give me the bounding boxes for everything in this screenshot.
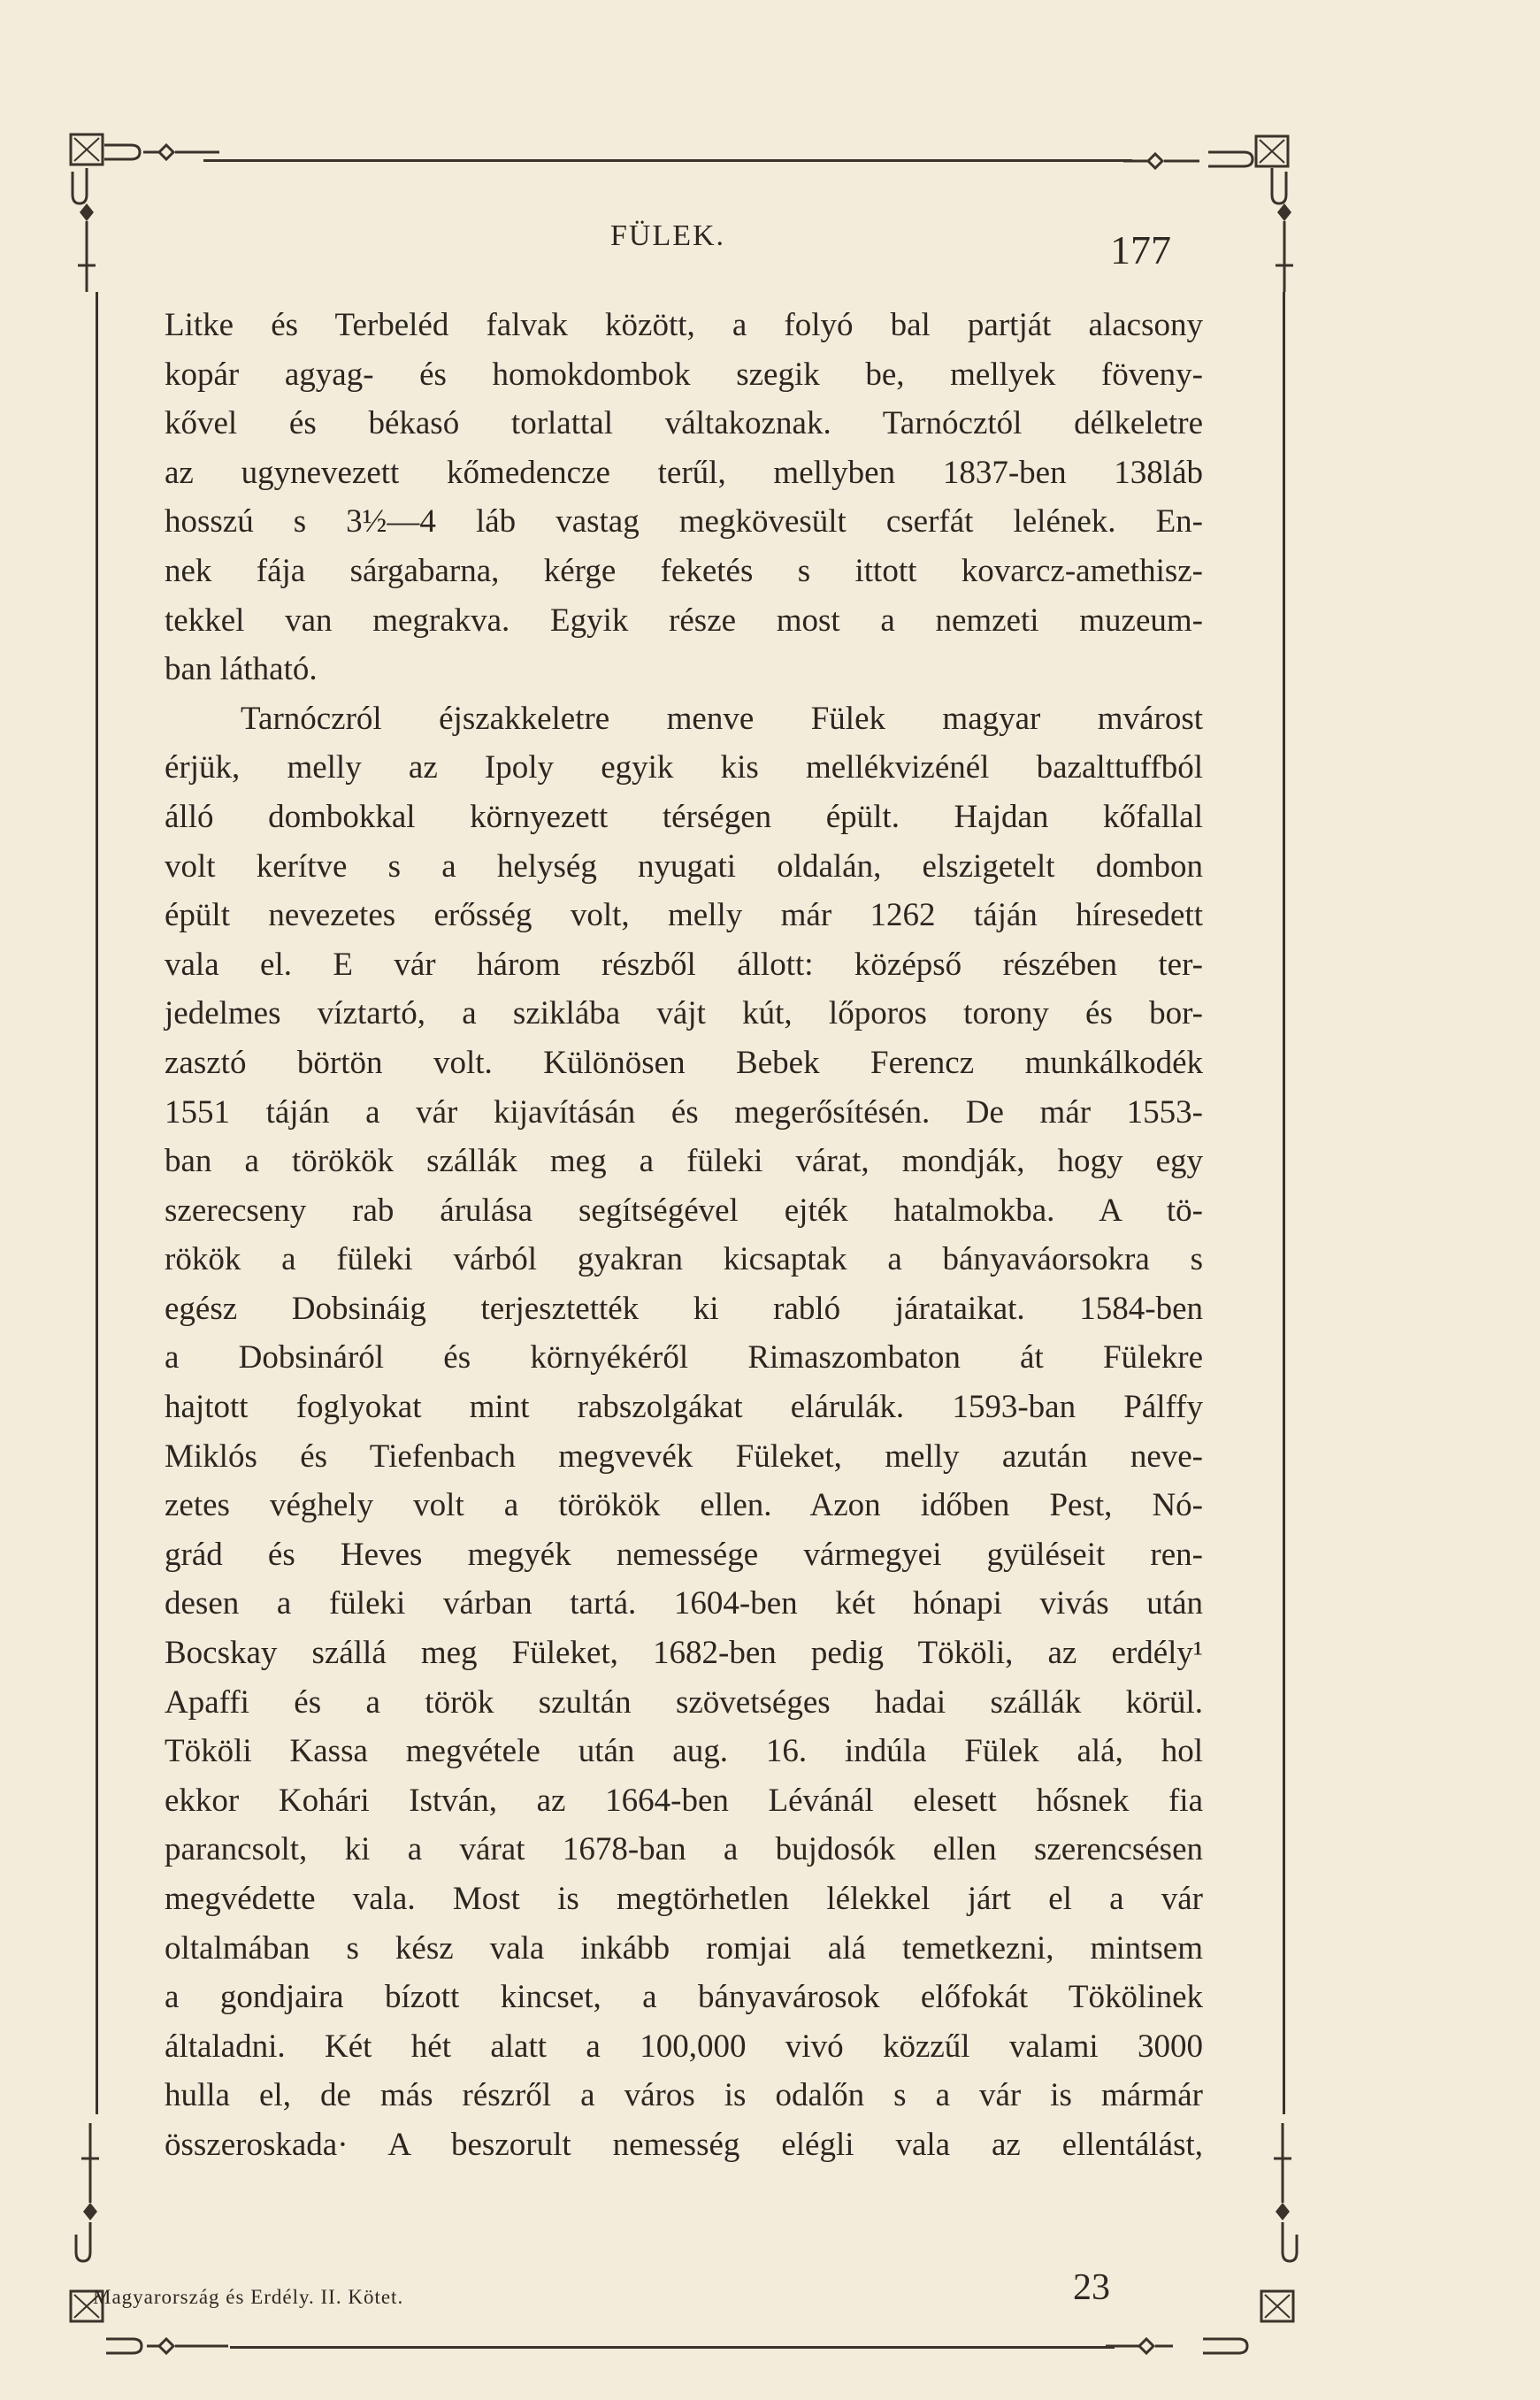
page-number: 177: [1110, 227, 1171, 272]
text-line: általadni. Két hét alatt a 100,000 vivó közzűl valami 3000: [165, 2028, 1203, 2065]
running-title: FÜLEK.: [610, 219, 726, 252]
body-text: [165, 301, 1203, 2170]
text-line: álló dombokkal környezett térségen épült. Hajdan kőfallal: [165, 798, 1203, 835]
text-line: hosszú s 3½—4 láb vastag megkövesült cserfát lelének. En-: [165, 503, 1203, 541]
text-line: hulla el, de más részről a város is odalőn s a vár is mármár: [165, 2077, 1203, 2114]
text-line: desen a füleki várban tartá. 1604-ben két hónapi vivás után: [165, 1585, 1203, 1622]
text-line: Apaffi és a török szultán szövetséges hadai szállák körül.: [165, 1683, 1203, 1721]
top-rule: [203, 159, 1132, 162]
signature-mark: 23: [1073, 2267, 1110, 2308]
right-frame-line: [1283, 292, 1285, 2114]
text-line: hajtott foglyokat mint rabszolgákat elárulák. 1593-ban Pálffy: [165, 1389, 1203, 1426]
text-line: nek fája sárgabarna, kérge feketés s ittott kovarcz-amethisz-: [165, 552, 1203, 589]
corner-ornament-bottom-right-icon: [1106, 2123, 1300, 2371]
text-line: Tököli Kassa megvétele után aug. 16. indúla Fülek alá, hol: [165, 1733, 1203, 1770]
text-line: Bocskay szállá meg Füleket, 1682-ben pedig Tököli, az erdély¹: [165, 1635, 1203, 1672]
text-line: ekkor Kohári István, az 1664-ben Lévánál elesett hősnek fia: [165, 1782, 1203, 1819]
text-line: az ugynevezett kőmedencze terűl, mellyben 1837-ben 138láb: [165, 454, 1203, 491]
text-line: érjük, melly az Ipoly egyik kis mellékvizénél bazalttuffból: [165, 749, 1203, 786]
text-line: a gondjaira bízott kincset, a bányavárosok előfokát Tökölinek: [165, 1979, 1203, 2016]
corner-ornament-top-left-icon: [69, 133, 219, 301]
text-line: kővel és békasó torlattal váltakoznak. Tarnócztól délkeletre: [165, 405, 1203, 442]
text-line: ban a törökök szállák meg a füleki várat, mondják, hogy egy: [165, 1143, 1203, 1180]
text-line: tekkel van megrakva. Egyik része most a nemzeti muzeum-: [165, 602, 1203, 639]
text-line: volt kerítve s a helység nyugati oldalán, elszigetelt dombon: [165, 847, 1203, 885]
text-line: összeroskada· A beszorult nemesség elégli vala az ellentálást,: [165, 2126, 1203, 2163]
text-line: ban látható.: [165, 651, 318, 688]
text-line: egész Dobsináig terjesztették ki rabló járataikat. 1584-ben: [165, 1290, 1203, 1327]
text-line: grád és Heves megyék nemessége vármegyei gyüléseit ren-: [165, 1536, 1203, 1573]
text-line: zasztó börtön volt. Különösen Bebek Ferencz munkálkodék: [165, 1044, 1203, 1081]
text-line: 1551 táján a vár kijavításán és megerősítésén. De már 1553-: [165, 1093, 1203, 1131]
text-line: Litke és Terbeléd falvak között, a folyó bal partját alacsony: [165, 307, 1203, 343]
text-line: Tarnóczról éjszakkeletre menve Fülek magyar mvárost: [241, 700, 1203, 737]
text-line: zetes véghely volt a törökök ellen. Azon időben Pest, Nó-: [165, 1487, 1203, 1524]
text-line: jedelmes víztartó, a sziklába vájt kút, lőporos torony és bor-: [165, 995, 1203, 1032]
text-line: szerecseny rab árulása segítségével ejték hatalmokba. A tö-: [165, 1192, 1203, 1229]
text-line: vala el. E vár három részből állott: középső részében ter-: [165, 946, 1203, 983]
text-line: a Dobsináról és környékéről Rimaszombaton át Fülekre: [165, 1339, 1203, 1376]
text-line: épült nevezetes erősség volt, melly már 1262 táján híresedett: [165, 897, 1203, 934]
corner-ornament-bottom-left-icon: [62, 2123, 239, 2371]
text-line: oltalmában s kész vala inkább romjai alá temetkezni, mintsem: [165, 1929, 1203, 1967]
publication-footer: Magyarország és Erdély. II. Kötet.: [93, 2286, 404, 2308]
text-line: rökök a füleki várból gyakran kicsaptak a bányaváorsokra s: [165, 1241, 1203, 1278]
bottom-rule: [230, 2346, 1115, 2349]
text-line: megvédette vala. Most is megtörhetlen lélekkel járt el a vár: [165, 1881, 1203, 1917]
text-line: parancsolt, ki a várat 1678-ban a bujdosók ellen szerencsésen: [165, 1831, 1203, 1868]
text-line: Miklós és Tiefenbach megvevék Füleket, melly azután neve-: [165, 1438, 1203, 1475]
text-line: kopár agyag- és homokdombok szegik be, mellyek föveny-: [165, 356, 1203, 393]
left-frame-line: [96, 292, 98, 2114]
corner-ornament-top-right-icon: [1123, 133, 1300, 301]
